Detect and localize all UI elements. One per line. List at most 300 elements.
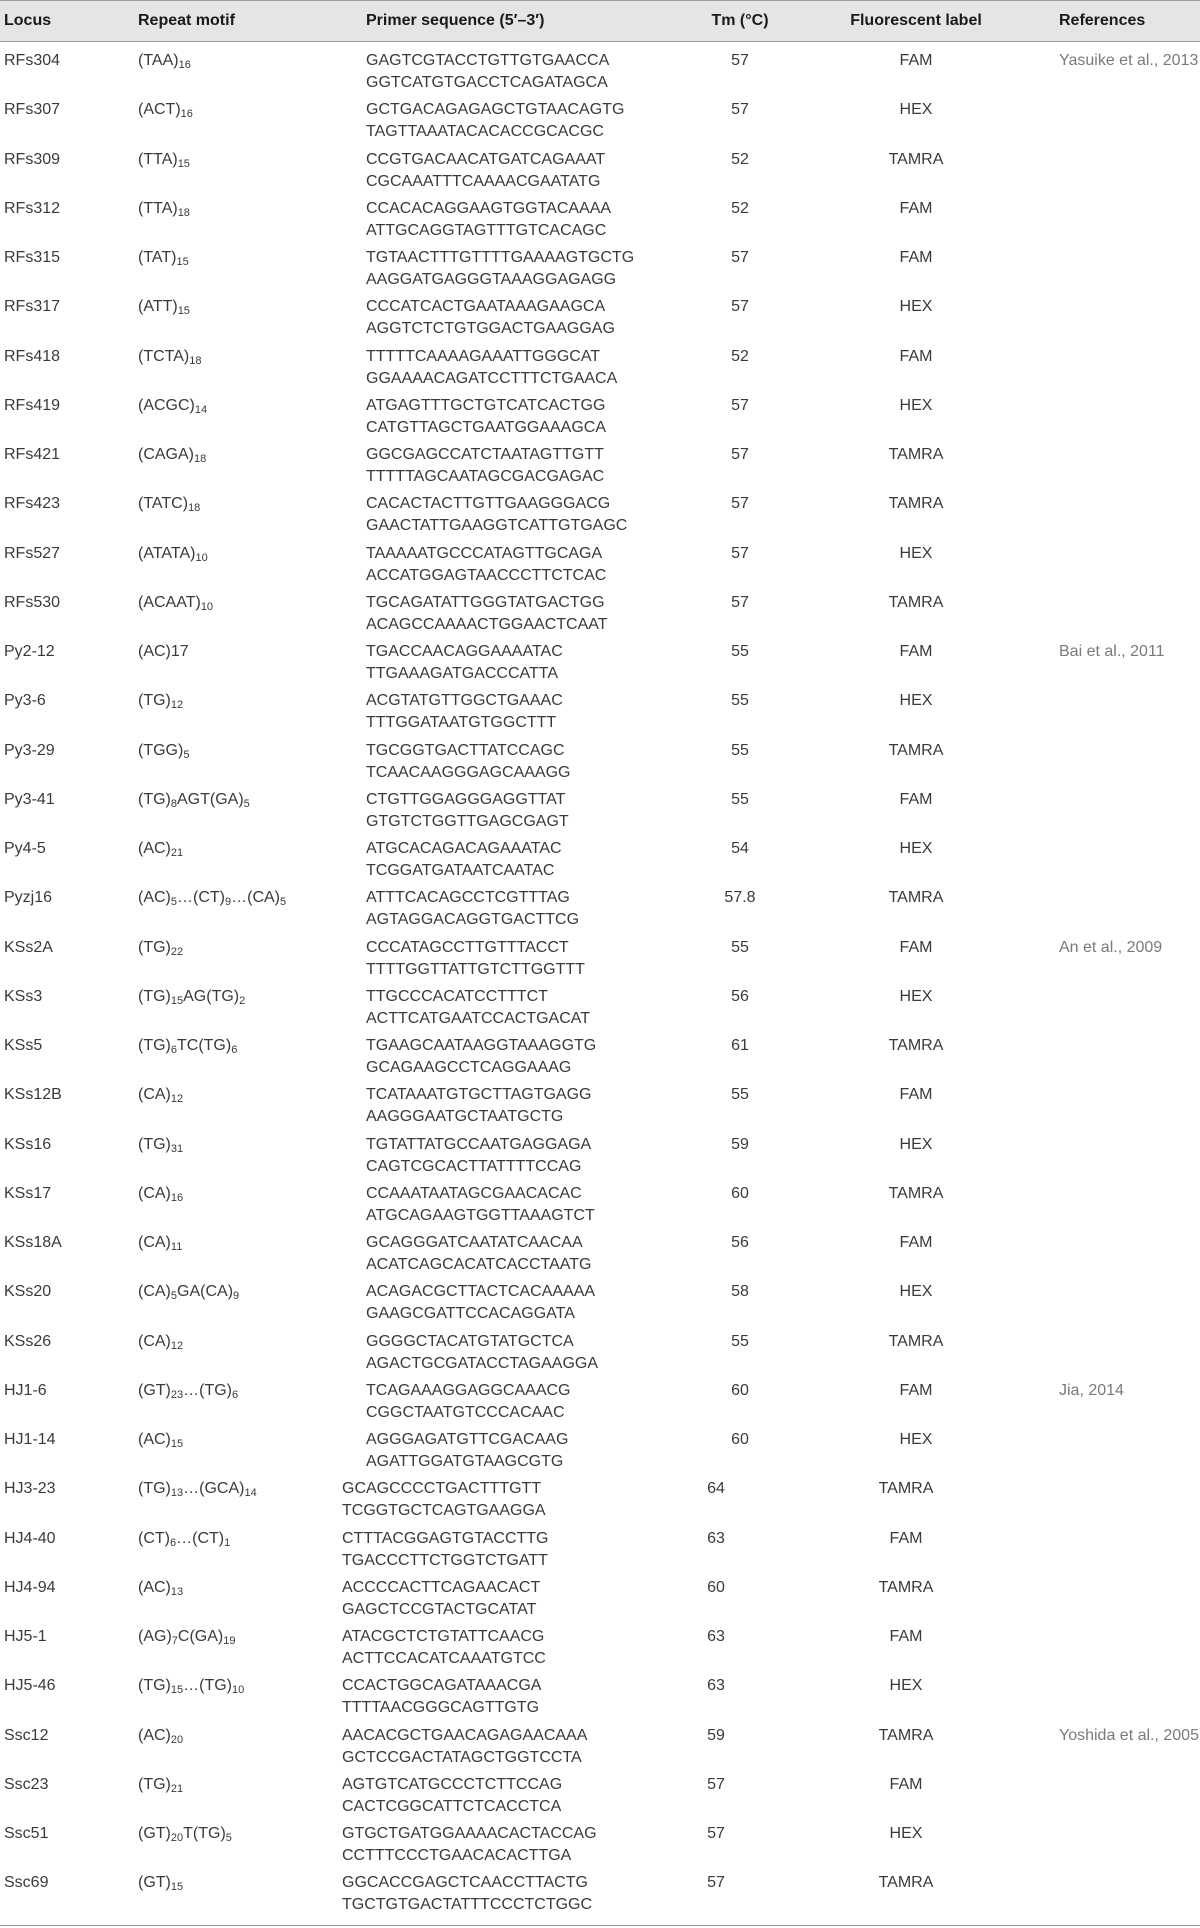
locus-cell: HJ1-6 xyxy=(4,1381,47,1399)
reference-cell: Jia, 2014 xyxy=(1059,1381,1124,1399)
primer-sequence-cell xyxy=(342,1478,546,1522)
table-row xyxy=(0,1128,1200,1177)
forward-primer: TCAGAAAGGAGGCAAACG xyxy=(366,1381,571,1399)
reverse-primer: CAGTCGCACTTATTTTCCAG xyxy=(366,1157,582,1175)
reverse-primer: ACTTCCACATCAAATGTCC xyxy=(342,1650,546,1667)
primer-sequence-cell xyxy=(366,1035,596,1079)
fluorescent-label-cell: TAMRA xyxy=(888,1184,944,1202)
tm-cell: 57 xyxy=(707,1825,725,1842)
reverse-primer: ACATCAGCACATCACCTAATG xyxy=(366,1256,592,1273)
primer-sequence-cell xyxy=(366,937,585,981)
primer-sequence-cell xyxy=(366,99,624,143)
fluorescent-label-cell: FAM xyxy=(899,1086,933,1104)
fluorescent-label-cell: HEX xyxy=(899,396,933,414)
table-row xyxy=(0,1374,1200,1423)
table-row xyxy=(0,1571,1200,1620)
forward-primer: ACCCCACTTCAGAACACT xyxy=(342,1578,541,1596)
table-row xyxy=(0,241,1200,290)
repeat-motif-cell: $(TCTA)_{18}$ xyxy=(138,347,202,367)
tm-cell: 61 xyxy=(731,1037,749,1054)
locus-cell: HJ5-46 xyxy=(4,1677,56,1695)
table-row xyxy=(0,931,1200,980)
reverse-primer: AAGGATGAGGGTAAAGGAGAGG xyxy=(366,271,617,288)
tm-cell: 57 xyxy=(707,1775,725,1793)
header-references: References xyxy=(1059,12,1146,29)
forward-primer: CCCATAGCCTTGTTTACCT xyxy=(366,938,569,956)
repeat-motif-cell: $(TG)_{13}\dots(GCA)_{14}$ xyxy=(138,1480,257,1500)
primer-sequence-cell xyxy=(342,1577,540,1621)
header-tm: Tm (°C) xyxy=(711,12,769,29)
forward-primer: TAAAAATGCCCATAGTTGCAGA xyxy=(366,544,603,562)
repeat-motif-cell: $(CA)_{12}$ xyxy=(138,1332,184,1352)
locus-cell: Ssc23 xyxy=(4,1775,49,1793)
locus-cell: HJ4-94 xyxy=(4,1578,56,1596)
fluorescent-label-cell: FAM xyxy=(889,1529,923,1547)
tm-cell: 56 xyxy=(731,1234,749,1251)
table-row xyxy=(0,1817,1200,1866)
reverse-primer: TTTTAACGGGCAGTTGTG xyxy=(342,1699,540,1717)
primer-sequence-cell xyxy=(366,198,611,242)
forward-primer: GGCACCGAGCTCAACCTTACTG xyxy=(342,1874,588,1892)
table-row xyxy=(0,1522,1200,1571)
tm-cell: 55 xyxy=(731,1086,749,1104)
table-row xyxy=(0,881,1200,930)
locus-cell: Pyzj16 xyxy=(4,889,53,907)
repeat-motif-cell: $(CA)_{12}$ xyxy=(138,1086,184,1106)
fluorescent-label-cell: FAM xyxy=(899,643,933,660)
repeat-motif-cell: $(TG)_8AGT(GA)_5$ xyxy=(138,790,250,810)
repeat-motif-cell: $(TG)_{31}$ xyxy=(138,1135,184,1155)
repeat-motif-cell: $(GT)_{15}$ xyxy=(138,1874,184,1894)
primer-sequence-cell xyxy=(366,690,563,734)
reverse-primer: TCGGTGCTCAGTGAAGGA xyxy=(342,1502,546,1520)
fluorescent-label-cell: FAM xyxy=(899,347,933,365)
locus-cell: Py3-6 xyxy=(4,692,46,710)
tm-cell: 60 xyxy=(731,1184,749,1202)
tm-cell: 57 xyxy=(731,101,749,119)
tm-cell: 57.8 xyxy=(724,889,756,907)
forward-primer: CCCATCACTGAATAAAGAAGCA xyxy=(366,298,606,316)
fluorescent-label-cell: TAMRA xyxy=(888,1332,944,1350)
table-row xyxy=(0,832,1200,881)
tm-cell: 57 xyxy=(731,298,749,316)
tm-cell: 55 xyxy=(731,741,749,759)
repeat-motif-cell: $(AC)_{21}$ xyxy=(138,840,184,859)
tm-cell: 52 xyxy=(731,347,749,365)
reverse-primer: TAGTTAAATACACACCGCACGC xyxy=(366,123,604,141)
primer-sequence-cell xyxy=(366,1281,595,1325)
tm-cell: 59 xyxy=(731,1135,749,1153)
header-locus: Locus xyxy=(4,12,52,29)
reverse-primer: TCGGATGATAATCAATAC xyxy=(366,862,555,879)
locus-cell: RFs419 xyxy=(4,396,61,414)
fluorescent-label-cell: TAMRA xyxy=(878,1726,934,1744)
locus-cell: KSs26 xyxy=(4,1332,52,1350)
locus-cell: Py3-29 xyxy=(4,741,55,759)
table-row xyxy=(0,1669,1200,1718)
forward-primer: CCACTGGCAGATAAACGA xyxy=(342,1677,542,1695)
repeat-motif-cell: $(TG)_{21}$ xyxy=(138,1775,184,1795)
tm-cell: 64 xyxy=(707,1480,725,1498)
repeat-motif-cell: $(CA)_5GA(CA)_9$ xyxy=(138,1283,240,1303)
forward-primer: CACACTACTTGTTGAAGGGACG xyxy=(366,495,611,513)
forward-primer: CCGTGACAACATGATCAGAAAT xyxy=(366,150,606,168)
tm-cell: 57 xyxy=(707,1874,725,1892)
repeat-motif-cell: $(GT)_{20}T(TG)_5$ xyxy=(138,1825,232,1844)
primer-sequence-cell xyxy=(366,592,608,636)
primer-sequence-cell xyxy=(366,1331,598,1375)
table-row xyxy=(0,192,1200,241)
repeat-motif-cell: $(CT)_6\dots(CT)_1$ xyxy=(138,1529,231,1549)
header-fluorescent-label: Fluorescent label xyxy=(850,12,982,29)
reverse-primer: AAGGGAATGCTAATGCTG xyxy=(366,1108,564,1126)
reverse-primer: AGATTGGATGTAAGCGTG xyxy=(366,1453,564,1470)
forward-primer: GCTGACAGAGAGCTGTAACAGTG xyxy=(366,101,625,119)
table-row xyxy=(0,1472,1200,1521)
forward-primer: TGCGGTGACTTATCCAGC xyxy=(366,741,565,759)
primer-sequence-cell xyxy=(342,1725,587,1769)
tm-cell: 57 xyxy=(731,593,749,611)
repeat-motif-cell: $(TAT)_{15}$ xyxy=(138,249,189,268)
locus-cell: KSs5 xyxy=(4,1037,43,1054)
reverse-primer: CACTCGGCATTCTCACCTCA xyxy=(342,1797,562,1815)
tm-cell: 63 xyxy=(707,1677,725,1695)
fluorescent-label-cell: TAMRA xyxy=(888,741,944,759)
tm-cell: 57 xyxy=(731,495,749,513)
forward-primer: GCAGCCCCTGACTTTGTT xyxy=(342,1480,542,1498)
repeat-motif-cell: $(TGG)_5$ xyxy=(138,741,190,761)
locus-cell: RFs423 xyxy=(4,495,61,513)
fluorescent-label-cell: TAMRA xyxy=(888,495,944,513)
primer-sequence-cell xyxy=(366,740,570,784)
reverse-primer: TGCTGTGACTATTTCCCTCTGGC xyxy=(342,1896,593,1914)
tm-cell: 60 xyxy=(731,1431,749,1448)
reverse-primer: CGGCTAATGTCCCACAAC xyxy=(366,1403,565,1421)
forward-primer: ATGCACAGACAGAAATAC xyxy=(366,840,562,857)
tm-cell: 55 xyxy=(731,1332,749,1350)
forward-primer: TGAAGCAATAAGGTAAAGGTG xyxy=(366,1037,597,1054)
reference-cell: An et al., 2009 xyxy=(1059,938,1163,956)
locus-cell: Py4-5 xyxy=(4,840,46,857)
reverse-primer: TTTGGATAATGTGGCTTT xyxy=(366,714,557,732)
repeat-motif-cell: $(TG)_6TC(TG)_6$ xyxy=(138,1037,238,1056)
primer-sequence-cell xyxy=(342,1528,549,1572)
locus-cell: KSs20 xyxy=(4,1283,52,1301)
repeat-motif-cell: $(TATC)_{18}$ xyxy=(138,495,201,515)
repeat-motif-cell: $(AC)_{13}$ xyxy=(138,1578,184,1598)
reverse-primer: GAGCTCCGTACTGCATAT xyxy=(342,1600,537,1618)
reverse-primer: GGAAAACAGATCCTTTCTGAACA xyxy=(366,369,618,387)
fluorescent-label-cell: HEX xyxy=(889,1677,923,1695)
tm-cell: 59 xyxy=(707,1726,725,1744)
fluorescent-label-cell: TAMRA xyxy=(888,1037,944,1054)
table-row xyxy=(0,340,1200,389)
locus-cell: Ssc12 xyxy=(4,1726,49,1744)
fluorescent-label-cell: TAMRA xyxy=(878,1874,934,1892)
header-primer-sequence: Primer sequence (5′–3′) xyxy=(366,12,545,29)
table-row xyxy=(0,734,1200,783)
forward-primer: TGTAACTTTGTTTTGAAAAGTGCTG xyxy=(366,249,635,266)
forward-primer: TCATAAATGTGCTTAGTGAGG xyxy=(366,1086,592,1104)
primer-sequence-cell xyxy=(366,789,569,833)
fluorescent-label-cell: FAM xyxy=(899,790,933,808)
tm-cell: 57 xyxy=(731,52,749,69)
primer-sequence-cell xyxy=(366,50,609,94)
primer-sequence-cell xyxy=(366,1380,570,1424)
forward-primer: ACGTATGTTGGCTGAAAC xyxy=(366,692,563,710)
repeat-motif-cell: $(AG)_7C(GA)_{19}$ xyxy=(138,1628,236,1647)
tm-cell: 60 xyxy=(707,1578,725,1596)
locus-cell: RFs309 xyxy=(4,150,61,168)
primer-sequence-cell xyxy=(366,1429,568,1473)
fluorescent-label-cell: FAM xyxy=(899,1381,933,1399)
reverse-primer: GGTCATGTGACCTCAGATAGCA xyxy=(366,74,608,91)
table-row xyxy=(0,143,1200,192)
reverse-primer: CGCAAATTTCAAAACGAATATG xyxy=(366,172,601,190)
forward-primer: GCAGGGATCAATATCAACAA xyxy=(366,1234,583,1251)
fluorescent-label-cell: FAM xyxy=(899,249,933,266)
fluorescent-label-cell: HEX xyxy=(899,101,933,119)
reverse-primer: AGACTGCGATACCTAGAAGGA xyxy=(366,1354,599,1372)
primer-sequence-cell xyxy=(342,1774,562,1818)
primer-sequence-cell xyxy=(366,149,605,193)
locus-cell: Ssc51 xyxy=(4,1825,49,1842)
tm-cell: 52 xyxy=(731,150,749,168)
primer-sequence-cell xyxy=(342,1823,597,1867)
fluorescent-label-cell: HEX xyxy=(899,987,933,1005)
fluorescent-label-cell: TAMRA xyxy=(888,889,944,907)
table-row xyxy=(0,487,1200,536)
table-row xyxy=(0,980,1200,1029)
locus-cell: RFs307 xyxy=(4,101,61,119)
repeat-motif-cell: $(CA)_{11}$ xyxy=(138,1234,183,1253)
locus-cell: KSs18A xyxy=(4,1234,62,1251)
locus-cell: HJ3-23 xyxy=(4,1480,56,1498)
reverse-primer: GCAGAAGCCTCAGGAAAG xyxy=(366,1059,572,1076)
tm-cell: 63 xyxy=(707,1628,725,1645)
primer-sequence-cell xyxy=(366,1183,595,1227)
fluorescent-label-cell: HEX xyxy=(899,1431,933,1448)
reference-cell: Bai et al., 2011 xyxy=(1059,643,1165,660)
locus-cell: HJ5-1 xyxy=(4,1628,47,1645)
forward-primer: AGGGAGATGTTCGACAAG xyxy=(366,1431,569,1448)
reverse-primer: ACAGCCAAAACTGGAACTCAAT xyxy=(366,615,608,633)
primer-sequence-cell xyxy=(366,1084,591,1128)
primer-sequence-cell xyxy=(366,543,606,587)
primer-sequence-cell xyxy=(342,1872,592,1916)
locus-cell: RFs421 xyxy=(4,446,61,463)
reference-cell: Yasuike et al., 2013 xyxy=(1059,52,1199,69)
reverse-primer: TTTTTAGCAATAGCGACGAGAC xyxy=(366,468,605,485)
table-row xyxy=(0,1768,1200,1817)
table-row xyxy=(0,1620,1200,1669)
reverse-primer: ACTTCATGAATCCACTGACAT xyxy=(366,1009,590,1027)
primer-sequence-cell xyxy=(342,1675,541,1719)
forward-primer: CCACACAGGAAGTGGTACAAAA xyxy=(366,199,612,217)
locus-cell: KSs17 xyxy=(4,1184,52,1202)
fluorescent-label-cell: HEX xyxy=(899,840,933,857)
forward-primer: GGGGCTACATGTATGCTCA xyxy=(366,1332,574,1350)
primer-sequence-cell xyxy=(366,1232,592,1276)
header-repeat-motif: Repeat motif xyxy=(138,12,235,29)
locus-cell: HJ1-14 xyxy=(4,1431,56,1448)
repeat-motif-cell: $(TTA)_{18}$ xyxy=(138,199,190,219)
table-row xyxy=(0,537,1200,586)
repeat-motif-cell: $(ACAAT)_{10}$ xyxy=(138,593,214,613)
primer-sequence-cell xyxy=(366,887,579,931)
fluorescent-label-cell: FAM xyxy=(889,1628,923,1645)
forward-primer: ATTTCACAGCCTCGTTTAG xyxy=(366,889,570,907)
fluorescent-label-cell: FAM xyxy=(889,1775,923,1793)
forward-primer: GGCGAGCCATCTAATAGTTGTT xyxy=(366,446,604,463)
fluorescent-label-cell: TAMRA xyxy=(888,150,944,168)
reverse-primer: GCTCCGACTATAGCTGGTCCTA xyxy=(342,1748,582,1766)
fluorescent-label-cell: TAMRA xyxy=(878,1480,934,1498)
fluorescent-label-cell: HEX xyxy=(899,544,933,562)
fluorescent-label-cell: HEX xyxy=(889,1825,923,1842)
forward-primer: AACACGCTGAACAGAGAACAAA xyxy=(342,1726,588,1744)
reference-cell: Yoshida et al., 2005 xyxy=(1059,1726,1199,1744)
repeat-motif-cell: $(GT)_{23}\dots(TG)_6$ xyxy=(138,1381,239,1401)
primer-sequence-cell xyxy=(366,986,590,1030)
primer-sequence-cell xyxy=(366,346,617,390)
table-row xyxy=(0,1423,1200,1472)
reverse-primer: TTTTGGTTATTGTCTTGGTTT xyxy=(366,960,585,978)
forward-primer: TGTATTATGCCAATGAGGAGA xyxy=(366,1135,592,1153)
tm-cell: 55 xyxy=(731,692,749,710)
fluorescent-label-cell: TAMRA xyxy=(888,593,944,611)
table-row xyxy=(0,1275,1200,1324)
fluorescent-label-cell: HEX xyxy=(899,1283,933,1301)
table-row xyxy=(0,684,1200,733)
forward-primer: GTGCTGATGGAAAACACTACCAG xyxy=(342,1825,597,1842)
table-row xyxy=(0,290,1200,339)
repeat-motif-cell: $(TG)_{15}AG(TG)_2$ xyxy=(138,987,246,1007)
tm-cell: 63 xyxy=(707,1529,725,1547)
reverse-primer: CCTTTCCCTGAACACACTTGA xyxy=(342,1847,572,1864)
repeat-motif-cell: $(ACGC)_{14}$ xyxy=(138,396,208,416)
repeat-motif-cell: $(TG)_{22}$ xyxy=(138,938,184,958)
table-row xyxy=(0,1177,1200,1226)
table-row xyxy=(0,1325,1200,1374)
repeat-motif-cell: $(TTA)_{15}$ xyxy=(138,150,190,170)
tm-cell: 52 xyxy=(731,199,749,217)
reverse-primer: AGGTCTCTGTGGACTGAAGGAG xyxy=(366,320,615,338)
tm-cell: 57 xyxy=(731,249,749,266)
header-rule xyxy=(0,41,1200,42)
table-row xyxy=(0,635,1200,684)
fluorescent-label-cell: FAM xyxy=(899,1234,933,1251)
forward-primer: GAGTCGTACCTGTTGTGAACCA xyxy=(366,52,610,69)
forward-primer: ATGAGTTTGCTGTCATCACTGG xyxy=(366,396,606,414)
locus-cell: Py2-12 xyxy=(4,643,55,660)
table-row xyxy=(0,783,1200,832)
primer-sequence-cell xyxy=(366,444,604,488)
primer-sequence-cell xyxy=(366,493,627,537)
forward-primer: CCAAATAATAGCGAACACAC xyxy=(366,1184,582,1202)
tm-cell: 57 xyxy=(731,446,749,463)
forward-primer: TTTTTCAAAAGAAATTGGGCAT xyxy=(366,347,601,365)
locus-cell: RFs418 xyxy=(4,347,61,365)
tm-cell: 55 xyxy=(731,790,749,808)
repeat-motif-cell: $(CA)_{16}$ xyxy=(138,1184,184,1204)
primer-sequence-cell xyxy=(342,1626,546,1670)
table-row xyxy=(0,586,1200,635)
locus-cell: KSs16 xyxy=(4,1135,52,1153)
forward-primer: ATACGCTCTGTATTCAACG xyxy=(342,1628,545,1645)
fluorescent-label-cell: FAM xyxy=(899,52,933,69)
repeat-motif-cell: (AC)17 xyxy=(138,643,189,660)
repeat-motif-cell: $(ATT)_{15}$ xyxy=(138,298,190,318)
forward-primer: TGACCAACAGGAAAATAC xyxy=(366,643,563,660)
locus-cell: RFs317 xyxy=(4,298,61,316)
reverse-primer: TGACCCTTCTGGTCTGATT xyxy=(342,1551,548,1569)
fluorescent-label-cell: TAMRA xyxy=(878,1578,934,1596)
table-row xyxy=(0,1078,1200,1127)
repeat-motif-cell: $(TAA)_{16}$ xyxy=(138,52,191,71)
fluorescent-label-cell: HEX xyxy=(899,692,933,710)
repeat-motif-cell: $(AC)_{20}$ xyxy=(138,1726,184,1746)
table-row xyxy=(0,1029,1200,1078)
repeat-motif-cell: $(TG)_{12}$ xyxy=(138,692,184,712)
table-row xyxy=(0,1719,1200,1768)
forward-primer: TGCAGATATTGGGTATGACTGG xyxy=(366,593,605,611)
primer-sequence-cell xyxy=(366,1134,591,1178)
locus-cell: Ssc69 xyxy=(4,1874,49,1892)
bottom-rule xyxy=(0,1925,1200,1926)
locus-cell: Py3-41 xyxy=(4,790,55,808)
reverse-primer: ATTGCAGGTAGTTTGTCACAGC xyxy=(366,221,607,239)
reverse-primer: AGTAGGACAGGTGACTTCG xyxy=(366,911,580,929)
repeat-motif-cell: $(AC)_5\dots(CT)_9\dots(CA)_5$ xyxy=(138,889,287,909)
top-rule xyxy=(0,0,1200,1)
forward-primer: AGTGTCATGCCCTCTTCCAG xyxy=(342,1775,563,1793)
locus-cell: HJ4-40 xyxy=(4,1529,56,1547)
reverse-primer: TTGAAAGATGACCCATTA xyxy=(366,665,559,682)
repeat-motif-cell: $(ATATA)_{10}$ xyxy=(138,544,208,564)
table-row xyxy=(0,389,1200,438)
tm-cell: 60 xyxy=(731,1381,749,1399)
forward-primer: CTTTACGGAGTGTACCTTG xyxy=(342,1529,549,1547)
locus-cell: KSs2A xyxy=(4,938,53,956)
primer-sequence-cell xyxy=(366,296,615,340)
table-row xyxy=(0,93,1200,142)
reverse-primer: ACCATGGAGTAACCCTTCTCAC xyxy=(366,566,607,584)
tm-cell: 56 xyxy=(731,987,749,1005)
fluorescent-label-cell: FAM xyxy=(899,199,933,217)
reverse-primer: TCAACAAGGGAGCAAAGG xyxy=(366,763,571,781)
tm-cell: 54 xyxy=(731,840,749,857)
forward-primer: TTGCCCACATCCTTTCT xyxy=(366,987,548,1005)
forward-primer: CTGTTGGAGGGAGGTTAT xyxy=(366,790,566,808)
primer-sequence-cell xyxy=(366,838,562,882)
reverse-primer: ATGCAGAAGTGGTTAAAGTCT xyxy=(366,1206,595,1224)
forward-primer: ACAGACGCTTACTCACAAAAA xyxy=(366,1283,596,1301)
locus-cell: RFs315 xyxy=(4,249,61,266)
table-row xyxy=(0,1866,1200,1915)
locus-cell: KSs3 xyxy=(4,987,43,1005)
locus-cell: KSs12B xyxy=(4,1086,62,1104)
primer-sequence-cell xyxy=(366,247,634,291)
locus-cell: RFs312 xyxy=(4,199,61,217)
tm-cell: 55 xyxy=(731,643,749,660)
fluorescent-label-cell: TAMRA xyxy=(888,446,944,463)
reverse-primer: CATGTTAGCTGAATGGAAAGCA xyxy=(366,418,607,436)
tm-cell: 58 xyxy=(731,1283,749,1301)
primer-sequence-cell xyxy=(366,641,563,685)
tm-cell: 57 xyxy=(731,544,749,562)
locus-cell: RFs527 xyxy=(4,544,61,562)
